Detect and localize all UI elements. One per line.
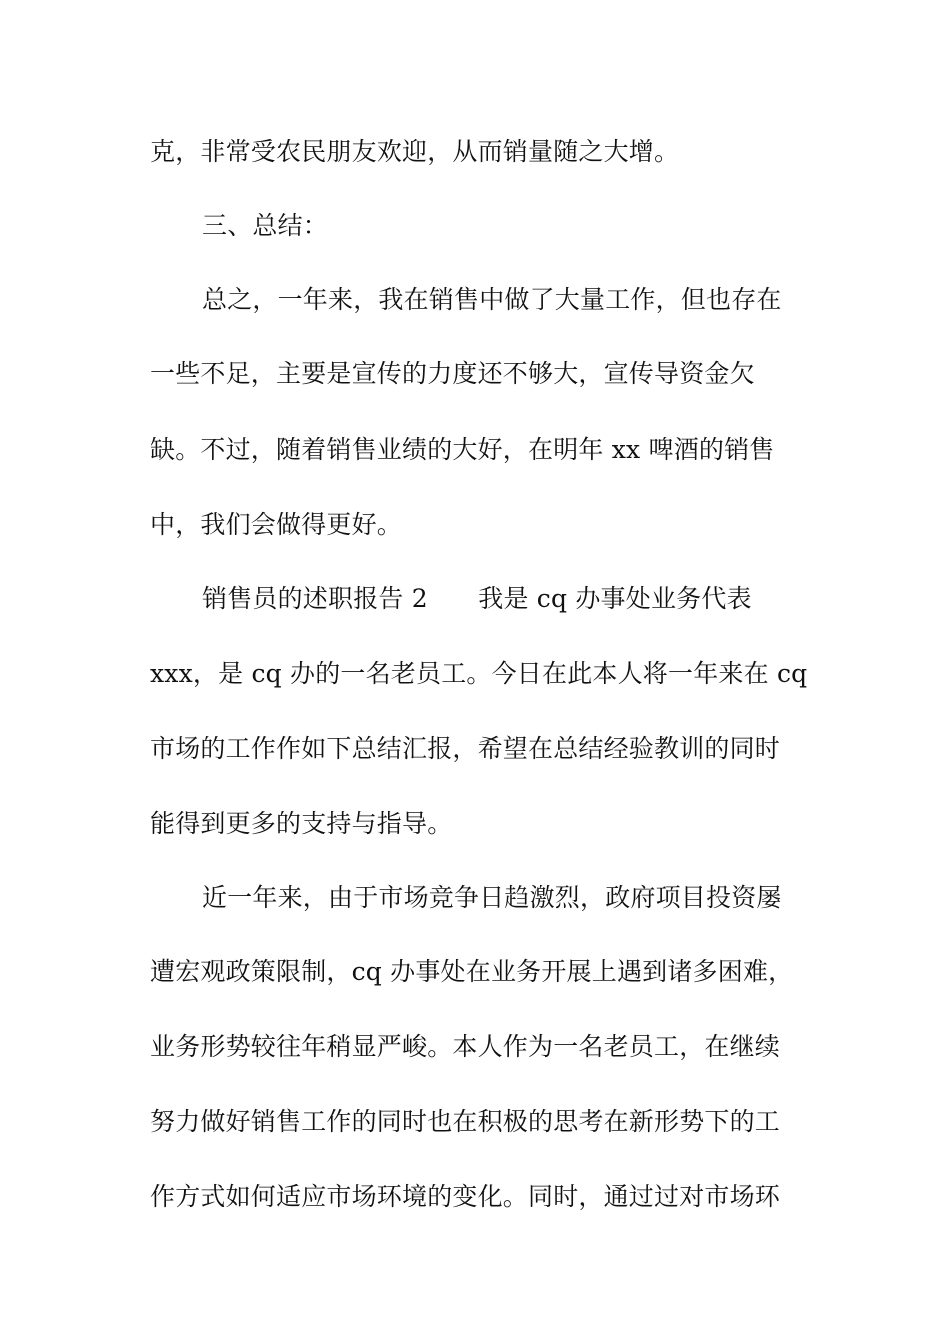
text-line: xxx，是 cq 办的一名老员工。今日在此本人将一年来在 cq	[150, 659, 808, 688]
text-line: 作方式如何适应市场环境的变化。同时，通过过对市场环	[150, 1182, 781, 1211]
report-title-line: 销售员的述职报告 2 我是 cq 办事处业务代表	[202, 584, 752, 613]
text-line: 近一年来，由于市场竞争日趋激烈，政府项目投资屡	[202, 883, 782, 912]
text-line: 缺。不过，随着销售业绩的大好，在明年 xx 啤酒的销售	[150, 435, 775, 464]
text-line: 努力做好销售工作的同时也在积极的思考在新形势下的工	[150, 1107, 781, 1136]
text-line: 克，非常受农民朋友欢迎，从而销量随之大增。	[150, 137, 680, 166]
text-line: 总之，一年来，我在销售中做了大量工作，但也存在	[202, 285, 782, 314]
text-line: 能得到更多的支持与指导。	[150, 809, 453, 838]
text-line: 中，我们会做得更好。	[150, 510, 403, 539]
text-line: 遭宏观政策限制，cq 办事处在业务开展上遇到诸多困难，	[150, 957, 794, 986]
text-line: 业务形势较往年稍显严峻。本人作为一名老员工，在继续	[150, 1032, 781, 1061]
section-heading: 三、总结：	[202, 211, 329, 240]
text-line: 一些不足，主要是宣传的力度还不够大，宣传导资金欠	[150, 359, 755, 388]
text-line: 市场的工作作如下总结汇报，希望在总结经验教训的同时	[150, 734, 781, 763]
